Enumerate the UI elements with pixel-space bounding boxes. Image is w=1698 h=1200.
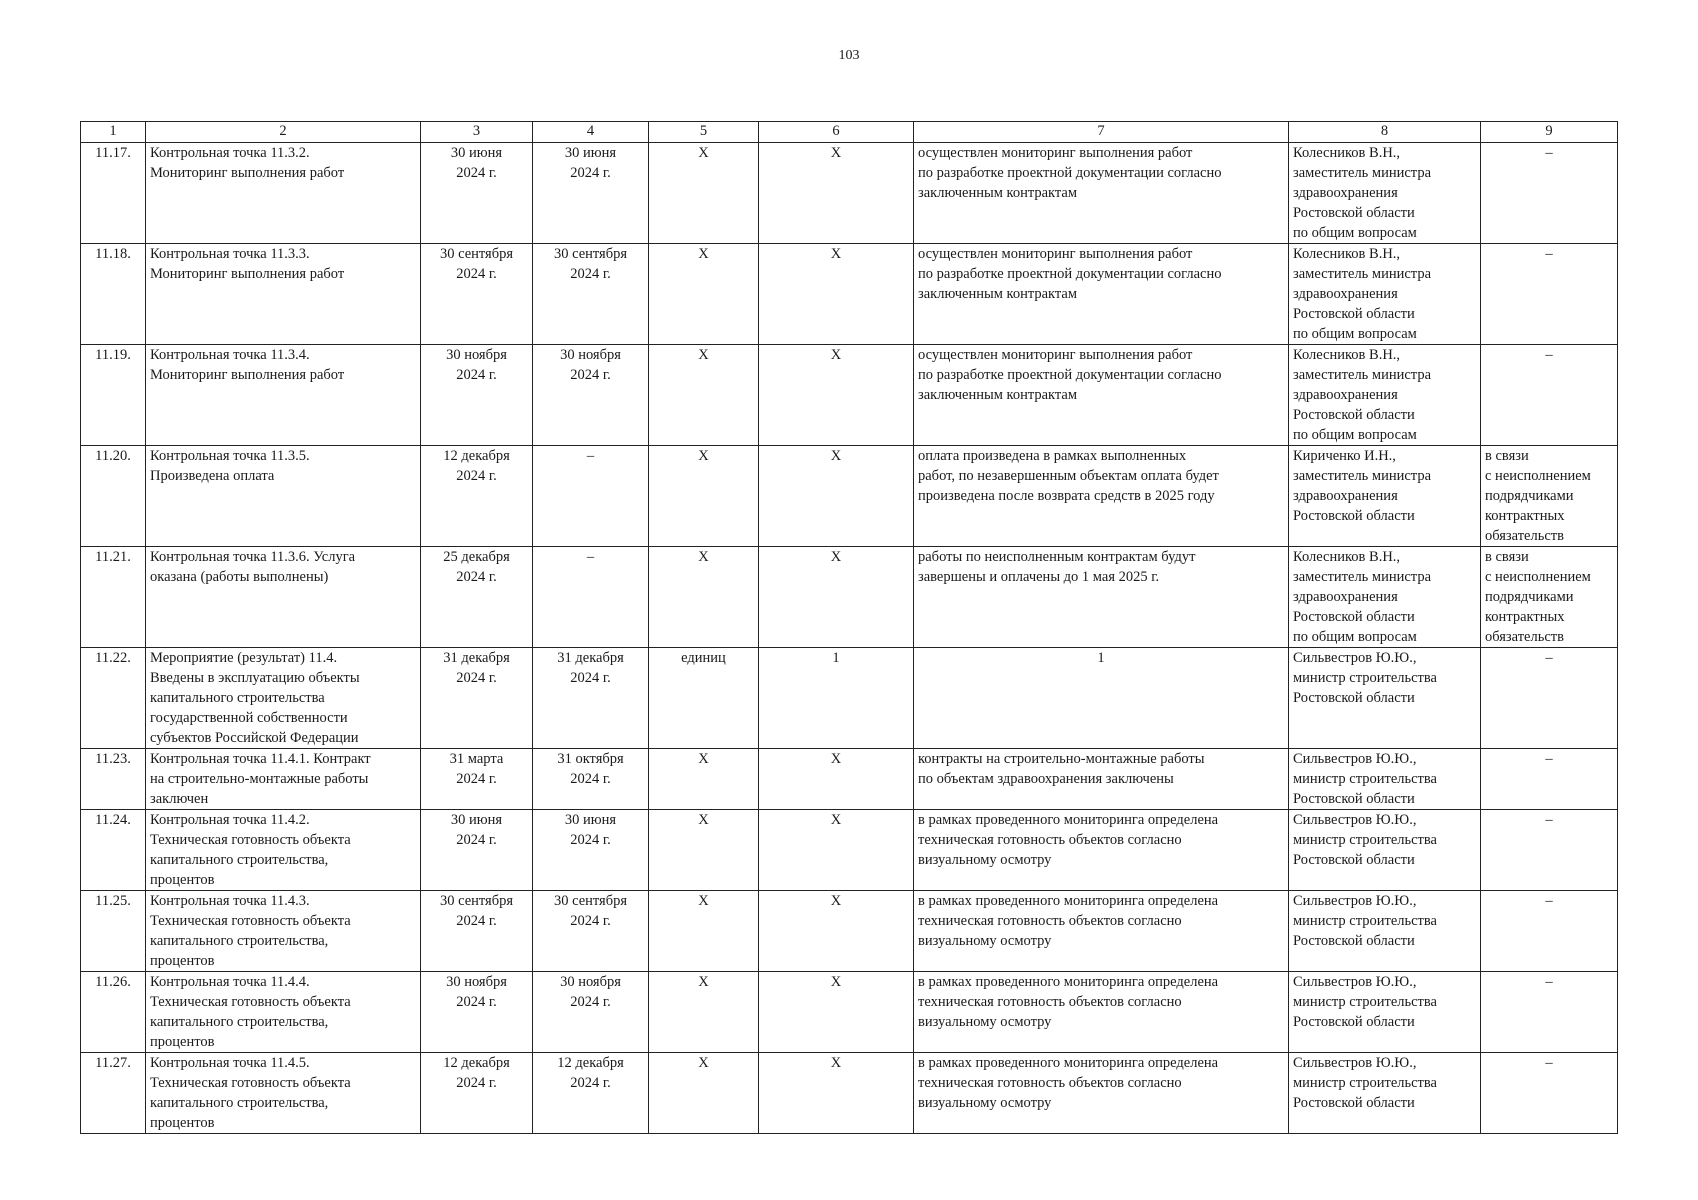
header-col-3: 3 bbox=[421, 122, 533, 143]
table-row bbox=[81, 1053, 1618, 1134]
report-table bbox=[80, 121, 1618, 1134]
header-col-4: 4 bbox=[533, 122, 649, 143]
cell-plan-value: Х bbox=[759, 547, 914, 648]
cell-fact-date: 31 декабря 2024 г. bbox=[533, 648, 649, 749]
cell-result: осуществлен мониторинг выполнения работ по разработке проектной документации согласно заключенным контрактам bbox=[914, 143, 1289, 244]
cell-result: осуществлен мониторинг выполнения работ по разработке проектной документации согласно заключенным контрактам bbox=[914, 244, 1289, 345]
cell-plan-value: Х bbox=[759, 1053, 914, 1134]
cell-plan-date: 30 ноября 2024 г. bbox=[421, 345, 533, 446]
table-row bbox=[81, 446, 1618, 547]
cell-fact-date: 31 октября 2024 г. bbox=[533, 749, 649, 810]
cell-unit: единиц bbox=[649, 648, 759, 749]
cell-plan-value: 1 bbox=[759, 648, 914, 749]
cell-responsible: Сильвестров Ю.Ю., министр строительства Ростовской области bbox=[1289, 648, 1481, 749]
cell-result: контракты на строительно-монтажные работы по объектам здравоохранения заключены bbox=[914, 749, 1289, 810]
cell-result: осуществлен мониторинг выполнения работ по разработке проектной документации согласно заключенным контрактам bbox=[914, 345, 1289, 446]
cell-note: – bbox=[1481, 143, 1618, 244]
cell-plan-date: 12 декабря 2024 г. bbox=[421, 446, 533, 547]
cell-unit: Х bbox=[649, 446, 759, 547]
cell-fact-date: 30 сентября 2024 г. bbox=[533, 244, 649, 345]
cell-fact-date: 30 сентября 2024 г. bbox=[533, 891, 649, 972]
cell-fact-date: 30 июня 2024 г. bbox=[533, 143, 649, 244]
cell-unit: Х bbox=[649, 1053, 759, 1134]
table-row bbox=[81, 810, 1618, 891]
cell-name: Контрольная точка 11.3.2. Мониторинг выполнения работ bbox=[146, 143, 421, 244]
cell-number: 11.26. bbox=[81, 972, 146, 1053]
cell-number: 11.27. bbox=[81, 1053, 146, 1134]
cell-name: Контрольная точка 11.3.6. Услуга оказана (работы выполнены) bbox=[146, 547, 421, 648]
header-col-1: 1 bbox=[81, 122, 146, 143]
header-col-7: 7 bbox=[914, 122, 1289, 143]
cell-name: Контрольная точка 11.4.5. Техническая готовность объекта капитального строительства, процентов bbox=[146, 1053, 421, 1134]
cell-result: работы по неисполненным контрактам будут завершены и оплачены до 1 мая 2025 г. bbox=[914, 547, 1289, 648]
cell-note: – bbox=[1481, 810, 1618, 891]
cell-unit: Х bbox=[649, 244, 759, 345]
cell-plan-value: Х bbox=[759, 972, 914, 1053]
cell-note: – bbox=[1481, 1053, 1618, 1134]
cell-note: – bbox=[1481, 972, 1618, 1053]
table-row bbox=[81, 244, 1618, 345]
cell-plan-value: Х bbox=[759, 891, 914, 972]
header-col-2: 2 bbox=[146, 122, 421, 143]
cell-fact-date: 30 июня 2024 г. bbox=[533, 810, 649, 891]
table-row bbox=[81, 648, 1618, 749]
cell-unit: Х bbox=[649, 810, 759, 891]
cell-responsible: Кириченко И.Н., заместитель министра здравоохранения Ростовской области bbox=[1289, 446, 1481, 547]
table-row bbox=[81, 143, 1618, 244]
cell-unit: Х bbox=[649, 547, 759, 648]
table-header bbox=[81, 122, 1618, 143]
cell-number: 11.19. bbox=[81, 345, 146, 446]
cell-plan-date: 25 декабря 2024 г. bbox=[421, 547, 533, 648]
cell-unit: Х bbox=[649, 345, 759, 446]
cell-result: в рамках проведенного мониторинга определена техническая готовность объектов согласно визуальному осмотру bbox=[914, 972, 1289, 1053]
cell-plan-date: 30 июня 2024 г. bbox=[421, 143, 533, 244]
table-row bbox=[81, 547, 1618, 648]
cell-plan-value: Х bbox=[759, 345, 914, 446]
cell-responsible: Колесников В.Н., заместитель министра здравоохранения Ростовской области по общим вопросам bbox=[1289, 244, 1481, 345]
header-col-6: 6 bbox=[759, 122, 914, 143]
cell-number: 11.24. bbox=[81, 810, 146, 891]
table-row bbox=[81, 972, 1618, 1053]
cell-note: – bbox=[1481, 891, 1618, 972]
cell-plan-date: 31 марта 2024 г. bbox=[421, 749, 533, 810]
cell-unit: Х bbox=[649, 749, 759, 810]
cell-name: Контрольная точка 11.4.4. Техническая готовность объекта капитального строительства, процентов bbox=[146, 972, 421, 1053]
cell-note: в связи с неисполнением подрядчиками контрактных обязательств bbox=[1481, 446, 1618, 547]
cell-name: Контрольная точка 11.3.4. Мониторинг выполнения работ bbox=[146, 345, 421, 446]
cell-fact-date: 30 ноября 2024 г. bbox=[533, 345, 649, 446]
table-row bbox=[81, 891, 1618, 972]
cell-plan-date: 12 декабря 2024 г. bbox=[421, 1053, 533, 1134]
cell-responsible: Сильвестров Ю.Ю., министр строительства Ростовской области bbox=[1289, 1053, 1481, 1134]
cell-responsible: Сильвестров Ю.Ю., министр строительства Ростовской области bbox=[1289, 972, 1481, 1053]
cell-fact-date: 12 декабря 2024 г. bbox=[533, 1053, 649, 1134]
cell-responsible: Колесников В.Н., заместитель министра здравоохранения Ростовской области по общим вопросам bbox=[1289, 345, 1481, 446]
cell-responsible: Колесников В.Н., заместитель министра здравоохранения Ростовской области по общим вопросам bbox=[1289, 143, 1481, 244]
cell-plan-date: 31 декабря 2024 г. bbox=[421, 648, 533, 749]
header-col-9: 9 bbox=[1481, 122, 1618, 143]
cell-plan-value: Х bbox=[759, 749, 914, 810]
cell-result: в рамках проведенного мониторинга определена техническая готовность объектов согласно визуальному осмотру bbox=[914, 891, 1289, 972]
cell-name: Контрольная точка 11.4.3. Техническая готовность объекта капитального строительства, процентов bbox=[146, 891, 421, 972]
header-row bbox=[81, 122, 1618, 143]
header-col-5: 5 bbox=[649, 122, 759, 143]
table-row bbox=[81, 345, 1618, 446]
cell-number: 11.22. bbox=[81, 648, 146, 749]
cell-result: в рамках проведенного мониторинга определена техническая готовность объектов согласно визуальному осмотру bbox=[914, 810, 1289, 891]
table-body bbox=[81, 143, 1618, 1134]
cell-plan-date: 30 ноября 2024 г. bbox=[421, 972, 533, 1053]
cell-result: 1 bbox=[914, 648, 1289, 749]
cell-fact-date: – bbox=[533, 547, 649, 648]
cell-name: Контрольная точка 11.4.1. Контракт на строительно-монтажные работы заключен bbox=[146, 749, 421, 810]
cell-number: 11.20. bbox=[81, 446, 146, 547]
cell-result: оплата произведена в рамках выполненных работ, по незавершенным объектам оплата будет произведена после возврата средств в 2025 году bbox=[914, 446, 1289, 547]
cell-note: – bbox=[1481, 648, 1618, 749]
cell-number: 11.18. bbox=[81, 244, 146, 345]
cell-plan-value: Х bbox=[759, 446, 914, 547]
cell-unit: Х bbox=[649, 972, 759, 1053]
table-row bbox=[81, 749, 1618, 810]
cell-unit: Х bbox=[649, 143, 759, 244]
cell-plan-date: 30 сентября 2024 г. bbox=[421, 891, 533, 972]
header-col-8: 8 bbox=[1289, 122, 1481, 143]
cell-note: – bbox=[1481, 345, 1618, 446]
cell-plan-value: Х bbox=[759, 810, 914, 891]
cell-plan-date: 30 сентября 2024 г. bbox=[421, 244, 533, 345]
cell-plan-date: 30 июня 2024 г. bbox=[421, 810, 533, 891]
cell-responsible: Колесников В.Н., заместитель министра здравоохранения Ростовской области по общим вопросам bbox=[1289, 547, 1481, 648]
cell-number: 11.23. bbox=[81, 749, 146, 810]
cell-name: Мероприятие (результат) 11.4. Введены в эксплуатацию объекты капитального строительства государственной собственности субъектов Российской Федерации bbox=[146, 648, 421, 749]
cell-number: 11.17. bbox=[81, 143, 146, 244]
cell-name: Контрольная точка 11.3.5. Произведена оплата bbox=[146, 446, 421, 547]
cell-number: 11.21. bbox=[81, 547, 146, 648]
cell-plan-value: Х bbox=[759, 143, 914, 244]
cell-plan-value: Х bbox=[759, 244, 914, 345]
cell-responsible: Сильвестров Ю.Ю., министр строительства Ростовской области bbox=[1289, 810, 1481, 891]
cell-name: Контрольная точка 11.4.2. Техническая готовность объекта капитального строительства, процентов bbox=[146, 810, 421, 891]
cell-number: 11.25. bbox=[81, 891, 146, 972]
cell-responsible: Сильвестров Ю.Ю., министр строительства Ростовской области bbox=[1289, 891, 1481, 972]
cell-name: Контрольная точка 11.3.3. Мониторинг выполнения работ bbox=[146, 244, 421, 345]
cell-note: – bbox=[1481, 244, 1618, 345]
page-number: 103 bbox=[838, 48, 860, 63]
cell-result: в рамках проведенного мониторинга определена техническая готовность объектов согласно визуальному осмотру bbox=[914, 1053, 1289, 1134]
cell-responsible: Сильвестров Ю.Ю., министр строительства Ростовской области bbox=[1289, 749, 1481, 810]
cell-fact-date: – bbox=[533, 446, 649, 547]
cell-note: – bbox=[1481, 749, 1618, 810]
cell-fact-date: 30 ноября 2024 г. bbox=[533, 972, 649, 1053]
cell-unit: Х bbox=[649, 891, 759, 972]
cell-note: в связи с неисполнением подрядчиками контрактных обязательств bbox=[1481, 547, 1618, 648]
